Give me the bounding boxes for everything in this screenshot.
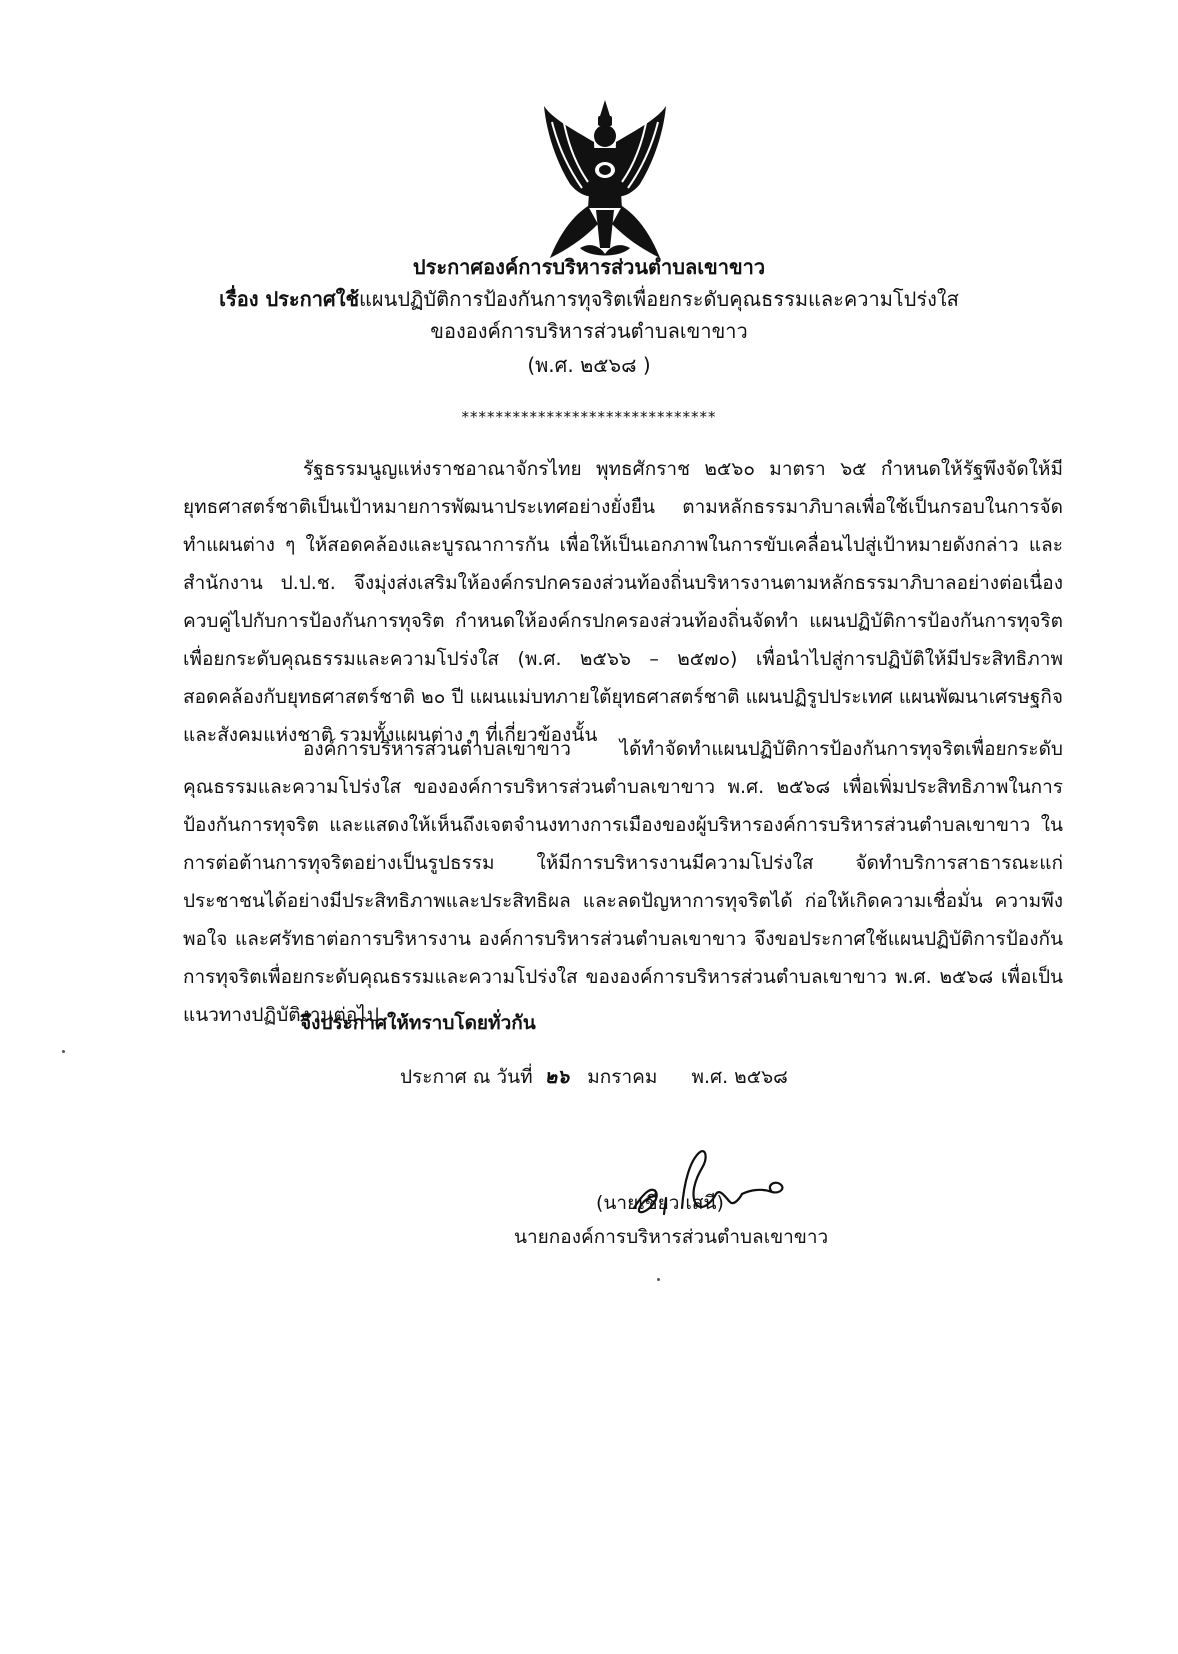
date-year: พ.ศ. ๒๕๖๘ (691, 1066, 788, 1088)
signatory-title: นายกองค์การบริหารส่วนตำบลเขาขาว (514, 1226, 829, 1248)
separator: ****************************** (461, 408, 717, 426)
body-paragraph-1: รัฐธรรมนูญแห่งราชอาณาจักรไทย พุทธศักราช ๒๕๖๐ มาตรา ๖๕ กำหนดให้รัฐพึงจัดให้มียุทธศาสตร์ชาติเป็นเป้าหมายการพัฒนาประเทศอย่างยั่งยืน ตามหลักธรรมาภิบาลเพื่อใช้เป็นกรอบในการจัดทำแผนต่าง ๆ ให้สอดคล้องและบูรณาการกัน เพื่อให้เป็นเอกภาพในการขับเคลื่อนไปสู่เป้าหมายดังกล่าว และสำนักงาน ป.ป.ช. จึงมุ่งส่งเสริมให้องค์กรปกครองส่วนท้องถิ่นบริหารงานตามหลักธรรมาภิบาลอย่างต่อเนื่องควบคู่ไปกับการป้องกันการทุจริต กำหนดให้องค์กรปกครองส่วนท้องถิ่นจัดทำ แผนปฏิบัติการป้องกันการทุจริตเพื่อยกระดับคุณธรรมและความโปร่งใส (พ.ศ. ๒๕๖๖ – ๒๕๗๐) เพื่อนำไปสู่การปฏิบัติให้มีประสิทธิภาพสอดคล้องกับยุทธศาสตร์ชาติ ๒๐ ปี แผนแม่บทภายใต้ยุทธศาสตร์ชาติ แผนปฏิรูปประเทศ แผนพัฒนาเศรษฐกิจและสังคมแห่งชาติ รวมทั้งแผนต่าง ๆ ที่เกี่ยวข้องนั้น (183, 458, 1063, 746)
garuda-emblem-icon (540, 98, 670, 266)
announcement-subject (0, 284, 1178, 314)
scan-speck (657, 1278, 660, 1281)
announcement-subject-line2: ขององค์การบริหารส่วนตำบลเขาขาว (430, 319, 748, 343)
subject-text: แผนปฏิบัติการป้องกันการทุจริตเพื่อยกระดับคุณธรรมและความโปร่งใส (359, 287, 959, 311)
date-month: มกราคม (587, 1066, 658, 1088)
body-paragraph-2: องค์การบริหารส่วนตำบลเขาขาว ได้ทำจัดทำแผนปฏิบัติการป้องกันการทุจริตเพื่อยกระดับคุณธรรมและความโปร่งใส ขององค์การบริหารส่วนตำบลเขาขาว พ.ศ. ๒๕๖๘ เพื่อเพิ่มประสิทธิภาพในการป้องกันการทุจริต และแสดงให้เห็นถึงเจตจำนงทางการเมืองของผู้บริหารองค์การบริหารส่วนตำบลเขาขาว ในการต่อต้านการทุจริตอย่างเป็นรูปธรรม ให้มีการบริหารงานมีความโปร่งใส จัดทำบริการสาธารณะแก่ประชาชนได้อย่างมีประสิทธิภาพและประสิทธิผล และลดปัญหาการทุจริตได้ ก่อให้เกิดความเชื่อมั่น ความพึงพอใจ และศรัทธาต่อการบริหารงาน องค์การบริหารส่วนตำบลเขาขาว จึงขอประกาศใช้แผนปฏิบัติการป้องกันการทุจริตเพื่อยกระดับคุณธรรมและความโปร่งใส ขององค์การบริหารส่วนตำบลเขาขาว พ.ศ. ๒๕๖๘ เพื่อเป็นแนวทางปฏิบัติงานต่อไป (183, 738, 1063, 1026)
subject-prefix: เรื่อง ประกาศใช้ (219, 287, 360, 311)
announcement-year: (พ.ศ. ๒๕๖๘ ) (527, 353, 651, 377)
closing-statement: จึงประกาศให้ทราบโดยทั่วกัน (300, 1012, 536, 1034)
announcement-date (400, 1062, 788, 1092)
date-day: ๒๖ (544, 1066, 570, 1088)
announcement-org-line: ประกาศองค์การบริหารส่วนตำบลเขาขาว (412, 255, 766, 279)
date-prefix: ประกาศ ณ วันที่ (400, 1066, 533, 1088)
scan-speck (62, 1050, 65, 1053)
signatory-name: (นายเชี่ยว เสนี) (596, 1192, 724, 1214)
